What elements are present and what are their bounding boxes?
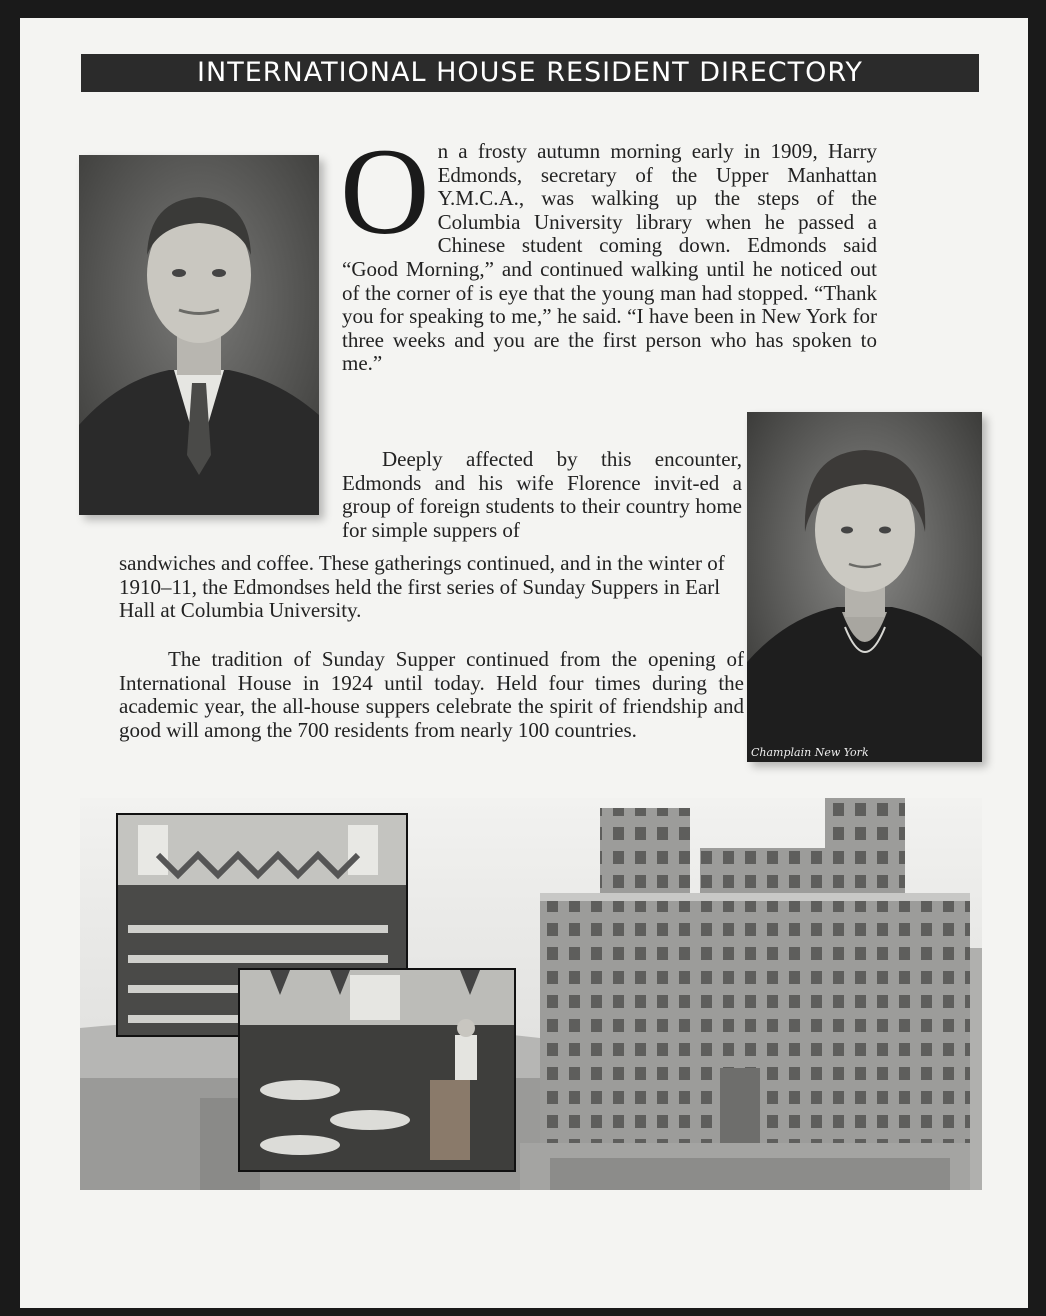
article-paragraph-2-narrow: Deeply affected by this encounter, Edmonds and his wife Florence invit-ed a group of foreign students to their country home for simple suppers of [342, 447, 742, 542]
sunday-supper-speaker-photo [238, 968, 516, 1172]
harry-edmonds-portrait [79, 155, 319, 515]
florence-photo-caption: Champlain New York [751, 746, 869, 759]
drop-cap: O [340, 123, 430, 260]
article-paragraph-3: The tradition of Sunday Supper continued from the opening of International House in 1924 until today. Held four times during the academic year, the all-house suppers celebrate the spirit of friendship and good will among the 700 residents from nearly 100 countries. [119, 647, 744, 742]
florence-edmonds-portrait [747, 412, 982, 762]
paragraph-1-text: n a frosty autumn morning early in 1909, Harry Edmonds, secretary of the Upper Manhattan Y.M.C.A., was walking up the steps of the Columbia University library when he passed a Chinese student coming down. Edmonds said “Good Morning,” and continued walking until he noticed out of the corner of is eye that the young man had stopped. “Thank you for speaking to me,” he said. “I have been in New York for three weeks and you are the first person who has spoken to me.” [342, 139, 877, 376]
directory-header-banner: INTERNATIONAL HOUSE RESIDENT DIRECTORY [81, 54, 979, 92]
article-paragraph-2-wide: sandwiches and coffee. These gatherings continued, and in the winter of 1910–11, the Edmondses held the first series of Sunday Suppers in Earl Hall at Columbia University. [119, 551, 725, 623]
directory-page [20, 18, 1028, 1308]
article-paragraph-1 [340, 123, 877, 376]
